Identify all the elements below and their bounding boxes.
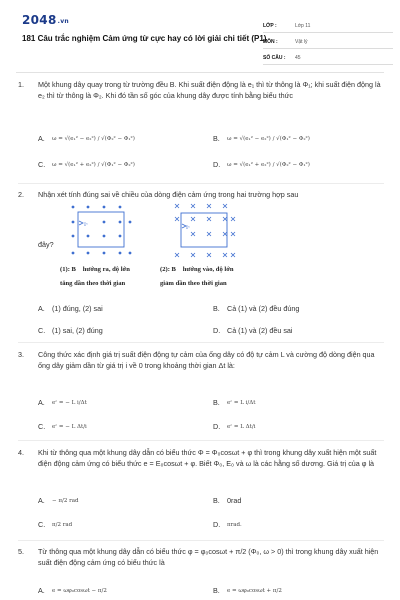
question-stem: 2. Nhận xét tính đúng sai về chiều của dòng điện cảm ứng trong hai trường hợp sau xyxy=(18,190,299,199)
option-a[interactable]: A. − π/2 rad xyxy=(38,496,79,505)
option-c[interactable]: C. eᶜ = − L Δt/i xyxy=(38,422,87,431)
option-a[interactable]: A. (1) đúng, (2) sai xyxy=(38,304,103,313)
question-5 xyxy=(18,547,388,568)
diagram-field-out xyxy=(68,203,136,270)
question-4 xyxy=(18,448,388,469)
option-a[interactable]: A. e = ωφ₀cosωt − π/2 xyxy=(38,586,107,595)
question-2-options xyxy=(18,298,388,338)
option-c[interactable]: C. (1) sai, (2) đúng xyxy=(38,326,103,335)
question-stem: 1. Một khung dây quay trong từ trường đều B. Khi suất điện động là e₁ thì từ thông là Φ₁; khi suất điện động là e₂ thì từ thông là Φ₂. Khi đó tần số góc của khung dây được tính bằng biểu thức xyxy=(18,80,381,100)
meta-subject: MÔN : Vật lý xyxy=(263,36,393,49)
question-5-options xyxy=(18,578,388,598)
option-b[interactable]: B. 0rad xyxy=(213,496,242,505)
question-4-options xyxy=(18,488,388,536)
option-a[interactable]: A. ω = √(e₁² − e₂²) / √(Φ₂² − Φ₁²) xyxy=(38,134,135,143)
document-header xyxy=(10,8,390,70)
header-divider xyxy=(16,72,384,73)
option-b[interactable]: B. e = ωφ₀cosωt + π/2 xyxy=(213,586,282,595)
question-3-options xyxy=(18,390,388,438)
magnetic-field-out-figure xyxy=(68,203,136,265)
option-b[interactable]: B. Cả (1) và (2) đều đúng xyxy=(213,304,300,313)
question-2-stem-tail: đây? xyxy=(38,240,54,249)
induced-current-label: Iᶜ xyxy=(84,222,88,228)
diagram-caption-2-line2: giảm dần theo thời gian xyxy=(160,280,227,287)
option-b[interactable]: B. ω = √(e₁² − e₂²) / √(Φ₁² − Φ₂²) xyxy=(213,134,310,143)
document-meta xyxy=(263,20,393,68)
question-divider xyxy=(18,440,384,441)
option-d[interactable]: D. ω = √(e₁² + e₂²) / √(Φ₂² − Φ₁²) xyxy=(213,160,310,169)
diagram-caption-1-line2: tăng dần theo thời gian xyxy=(60,280,126,287)
option-d[interactable]: D. Cả (1) và (2) đều sai xyxy=(213,326,293,335)
question-stem: 4. Khi từ thông qua một khung dây dẫn có biểu thức Φ = Φ₀cosωt + φ thì trong khung dây xuất hiện một suất điện động cảm ứng có biểu thức e = E₀cosωt + φ. Biết Φ₀, E₀ và ω là các hằng số dương. Giá trị của φ là xyxy=(18,448,377,468)
question-1-options xyxy=(18,128,388,176)
diagram-field-in xyxy=(172,201,238,270)
option-c[interactable]: C. ω = √(e₁² + e₂²) / √(Φ₁² − Φ₂²) xyxy=(38,160,135,169)
option-a[interactable]: A. eᶜ = − L i/Δt xyxy=(38,398,87,407)
induced-current-label: Iᶜ xyxy=(186,225,190,231)
question-2 xyxy=(18,190,388,201)
question-1 xyxy=(18,80,388,101)
option-c[interactable]: C. π/2 rad xyxy=(38,520,73,529)
question-3 xyxy=(18,350,388,371)
question-divider xyxy=(18,540,384,541)
magnetic-field-in-figure xyxy=(172,201,238,265)
option-d[interactable]: D. eᶜ = L Δt/i xyxy=(213,422,256,431)
diagram-caption-1: (1): B⃗ hướng ra, độ lớn xyxy=(60,266,130,273)
question-divider xyxy=(18,183,384,184)
question-stem: 5. Từ thông qua một khung dây dẫn có biểu thức φ = φ₀cosωt + π/2 (Φ₀, ω > 0) thì trong khung dây xuất hiện suất điện động cảm ứng có biểu thức là xyxy=(18,547,379,567)
document-title: 181 Câu trắc nghiệm Cảm ứng từ cực hay có lời giải chi tiết (P1) xyxy=(22,34,267,43)
question-divider xyxy=(18,342,384,343)
diagram-caption-2: (2): B⃗ hướng vào, độ lớn xyxy=(160,266,234,273)
option-b[interactable]: B. eᶜ = L i/Δt xyxy=(213,398,256,407)
meta-grade: LỚP : Lớp 11 xyxy=(263,20,393,33)
option-d[interactable]: D. πrad. xyxy=(213,520,242,529)
site-logo[interactable]: 2048.vn xyxy=(22,13,69,27)
question-stem: 3. Công thức xác định giá trị suất điện động tự cảm của ống dây có độ tự cảm L và cường độ dòng điện qua ống dây giảm dần từ giá trị i về 0 trong khoảng thời gian Δt là: xyxy=(18,350,375,370)
meta-question-count: SỐ CÂU : 45 xyxy=(263,52,393,65)
